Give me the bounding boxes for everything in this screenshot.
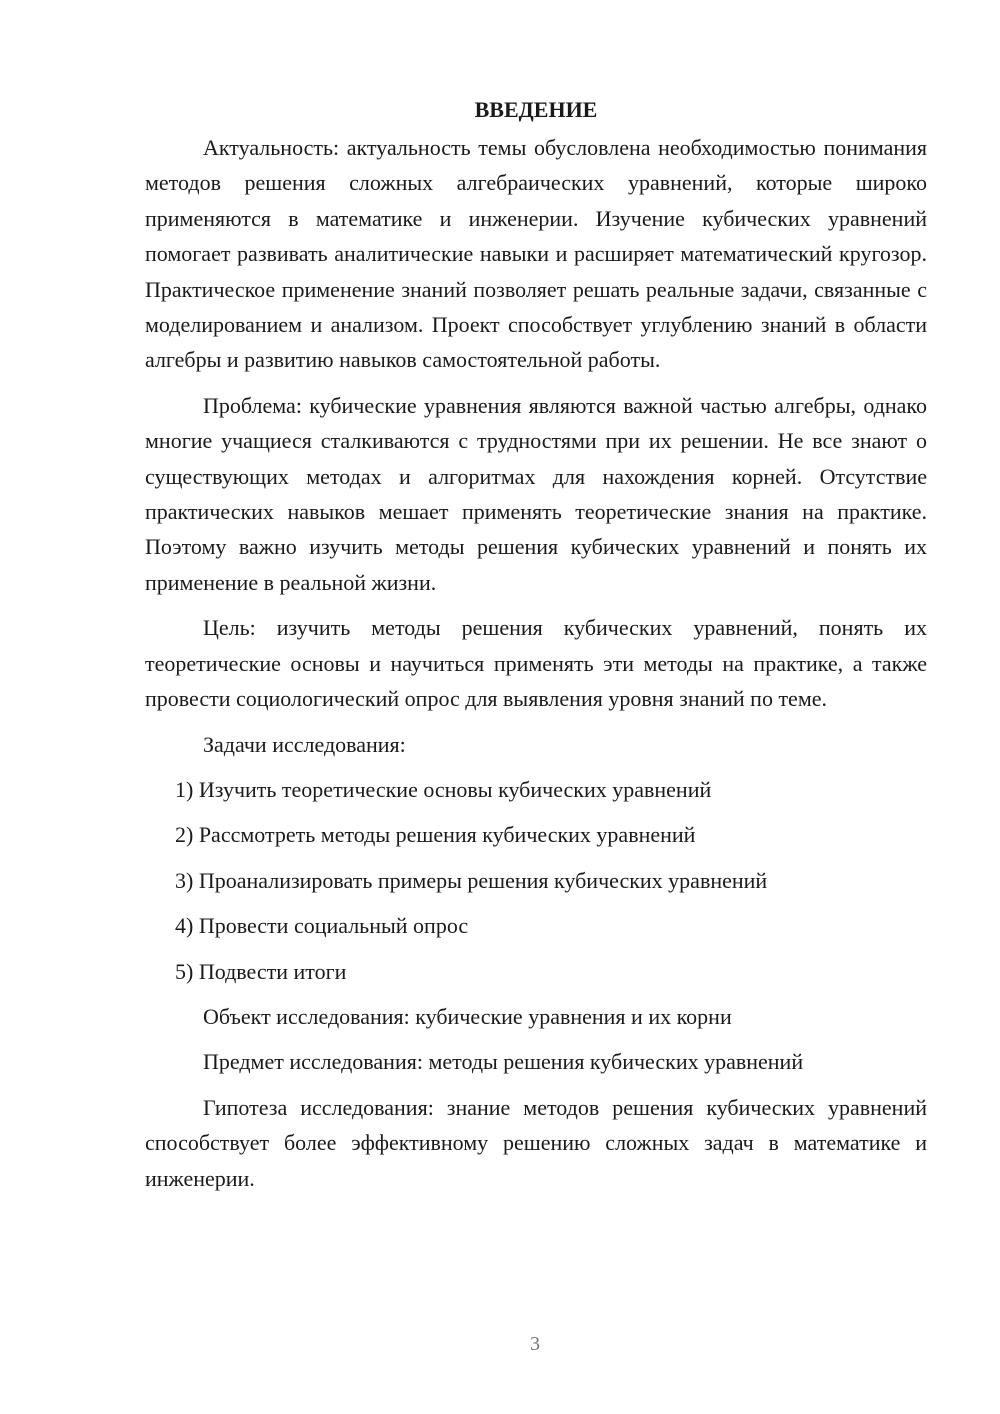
page-number: 3 <box>530 1333 540 1355</box>
list-item: 2) Рассмотреть методы решения кубических уравнений <box>175 822 696 848</box>
paragraph-subject: Предмет исследования: методы решения кубических уравнений <box>203 1049 804 1075</box>
list-item: 5) Подвести итоги <box>175 958 347 984</box>
list-item: 1) Изучить теоретические основы кубических уравнений <box>175 776 712 802</box>
document-page <box>145 90 927 1196</box>
paragraph-object: Объект исследования: кубические уравнения и их корни <box>203 1003 732 1029</box>
paragraph-hypothesis: Гипотеза исследования: знание методов решения кубических уравнений способствует более эффективному решению сложных задач в математике и инженерии. <box>145 1094 927 1191</box>
list-item: 3) Проанализировать примеры решения кубических уравнений <box>175 867 768 893</box>
paragraph-problem: Проблема: кубические уравнения являются важной частью алгебры, однако многие учащиеся сталкиваются с трудностями при их решении. Не все знают о существующих методах и алгоритмах для нахождения корней. Отсутствие практических навыков мешает применять теоретические знания на практике. Поэтому важно изучить методы решения кубических уравнений и понять их применение в реальной жизни. <box>145 392 927 595</box>
paragraph-goal: Цель: изучить методы решения кубических уравнений, понять их теоретические основы и научиться применять эти методы на практике, а также провести социологический опрос для выявления уровня знаний по теме. <box>145 615 927 712</box>
tasks-list <box>145 772 927 989</box>
paragraph-relevance: Актуальность: актуальность темы обусловлена необходимостью понимания методов решения сложных алгебраических уравнений, которые широко применяются в математике и инженерии. Изучение кубических уравнений помогает развивать аналитические навыки и расширяет математический кругозор. Практическое применение знаний позволяет решать реальные задачи, связанные с моделированием и анализом. Проект способствует углублению знаний в области алгебры и развитию навыков самостоятельной работы. <box>145 135 927 373</box>
tasks-heading: Задачи исследования: <box>203 731 406 757</box>
list-item: 4) Провести социальный опрос <box>175 913 469 939</box>
section-title: ВВЕДЕНИЕ <box>474 97 598 122</box>
